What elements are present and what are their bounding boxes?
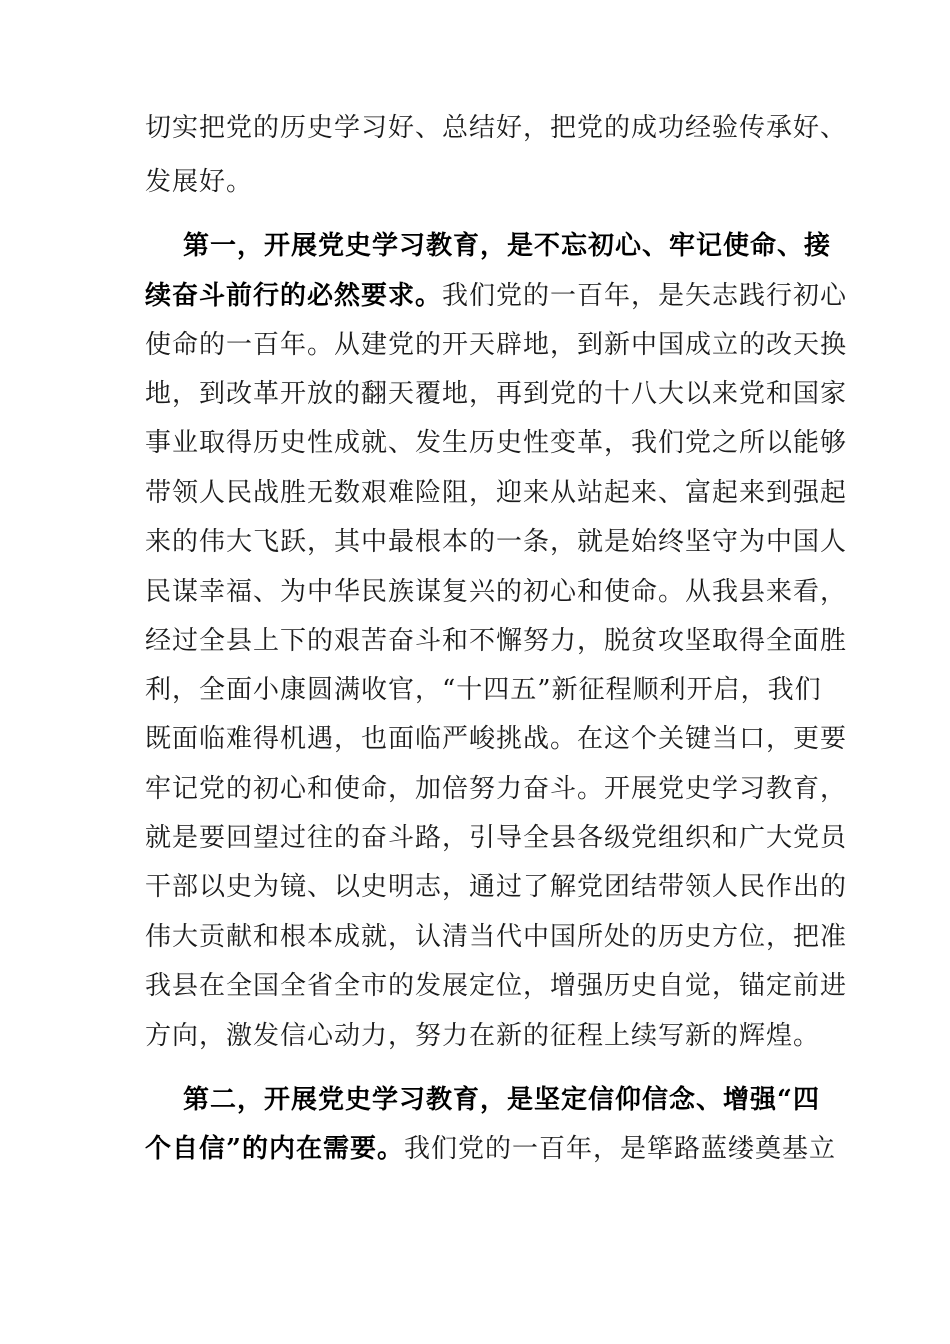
- body-text: 带领人民战胜无数艰难险阻，迎来从站起来、富起来到强起: [145, 478, 848, 508]
- paragraph-line: [145, 325, 848, 365]
- body-text: 干部以史为镜、以史明志，通过了解党团结带领人民作出的: [145, 872, 848, 902]
- body-text: 使命的一百年。从建党的开天辟地，到新中国成立的改天换: [145, 330, 848, 360]
- body-text: 发展好。: [145, 167, 254, 197]
- paragraph-line: [145, 423, 848, 463]
- body-text: 切实把党的历史学习好、总结好，把党的成功经验传承好、: [145, 113, 848, 143]
- paragraph-line: [183, 226, 832, 266]
- paragraph-line: [145, 867, 848, 907]
- body-text: 既面临难得机遇，也面临严峻挑战。在这个关键当口，更要: [145, 724, 848, 754]
- body-text: 方向，激发信心动力，努力在新的征程上续写新的辉煌。: [145, 1021, 821, 1051]
- bold-heading-text: 第一，开展党史学习教育，是不忘初心、牢记使命、接: [183, 231, 832, 261]
- paragraph-line: [145, 108, 848, 148]
- paragraph-line: [145, 473, 848, 513]
- paragraph-line: [145, 818, 848, 858]
- paragraph-line: [145, 621, 848, 661]
- body-text: 民谋幸福、为中华民族谋复兴的初心和使命。从我县来看，: [145, 577, 848, 607]
- paragraph-line: [145, 276, 848, 316]
- paragraph-line: [183, 1080, 820, 1120]
- body-text: 我们党的一百年，是筚路蓝缕奠基立: [403, 1134, 836, 1164]
- body-text: 经过全县上下的艰苦奋斗和不懈努力，脱贫攻坚取得全面胜: [145, 626, 848, 656]
- bold-heading-text: 个自信”的内在需要。: [145, 1134, 404, 1164]
- body-text: 就是要回望过往的奋斗路，引导全县各级党组织和广大党员: [145, 823, 848, 853]
- body-text: 地，到改革开放的翻天覆地，再到党的十八大以来党和国家: [145, 379, 848, 409]
- body-text: 我们党的一百年，是矢志践行初心: [442, 281, 848, 311]
- paragraph-line: [145, 522, 848, 562]
- paragraph-line: [145, 572, 848, 612]
- body-text: 伟大贡献和根本成就，认清当代中国所处的历史方位，把准: [145, 922, 848, 952]
- paragraph-line: [145, 670, 822, 710]
- body-text: 牢记党的初心和使命，加倍努力奋斗。开展党史学习教育，: [145, 774, 848, 804]
- paragraph-line: [145, 1016, 821, 1056]
- paragraph-line: [145, 917, 848, 957]
- body-text: 来的伟大飞跃，其中最根本的一条，就是始终坚守为中国人: [145, 527, 848, 557]
- body-text: 利，全面小康圆满收官，“十四五”新征程顺利开启，我们: [145, 675, 822, 705]
- bold-heading-text: 第二，开展党史学习教育，是坚定信仰信念、增强“四: [183, 1085, 820, 1115]
- paragraph-line: [145, 374, 848, 414]
- paragraph-line: [145, 769, 848, 809]
- paragraph-line: [145, 966, 848, 1006]
- body-text: 事业取得历史性成就、发生历史性变革，我们党之所以能够: [145, 428, 848, 458]
- paragraph-line: [145, 719, 848, 759]
- bold-heading-text: 续奋斗前行的必然要求。: [145, 281, 443, 311]
- body-text: 我县在全国全省全市的发展定位，增强历史自觉，锚定前进: [145, 971, 848, 1001]
- paragraph-line: [145, 162, 810, 202]
- paragraph-line: [145, 1129, 836, 1169]
